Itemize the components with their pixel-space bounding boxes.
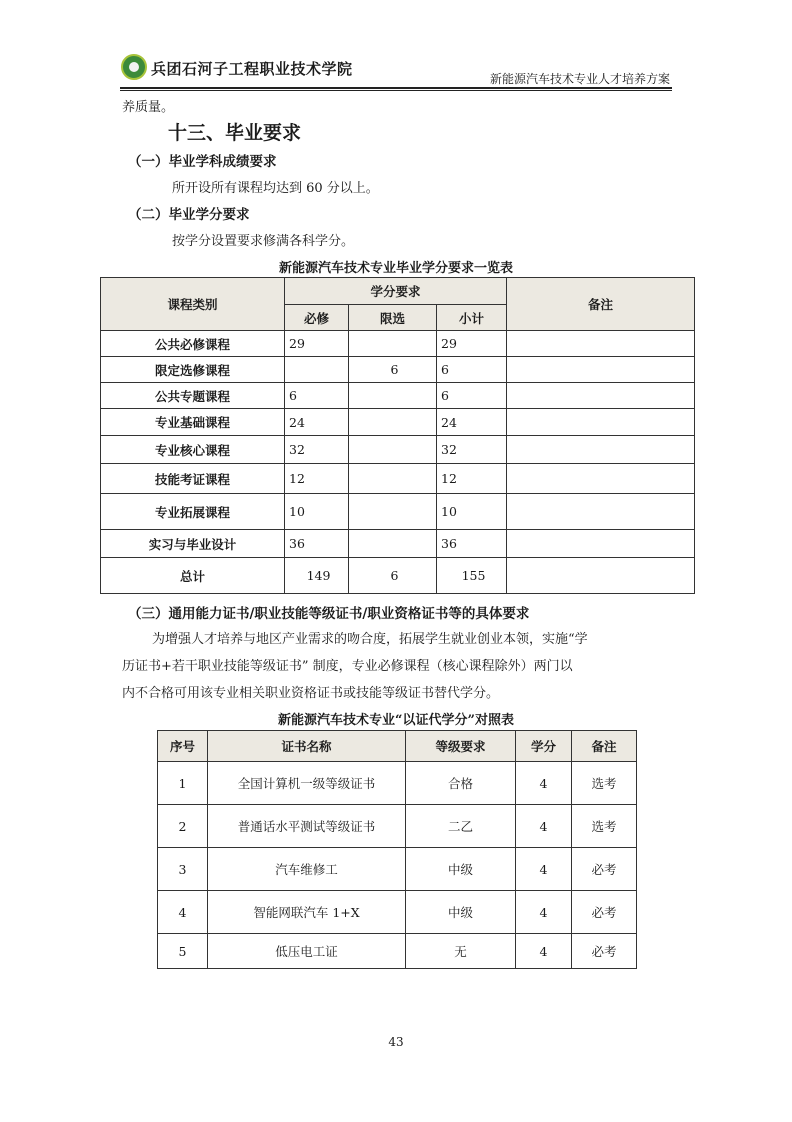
cell-credit: 4	[516, 891, 572, 934]
cell-remark	[507, 436, 695, 464]
table-row	[158, 805, 637, 848]
table-row	[101, 383, 695, 409]
cell-limited	[349, 436, 437, 464]
cell-remark	[507, 331, 695, 357]
cell-remark	[507, 530, 695, 558]
paragraph-line-2: 历证书+若干职业技能等级证书” 制度，专业必修课程（核心课程除外）两门以	[122, 659, 573, 674]
cell-subtotal: 36	[437, 530, 507, 558]
header-certificate-name: 证书名称	[208, 731, 406, 762]
cell-required: 149	[285, 558, 349, 594]
subsection-heading-3: （三）通用能力证书/职业技能等级证书/职业资格证书等的具体要求	[128, 606, 530, 622]
cell-number: 5	[158, 934, 208, 969]
header-rule-thin	[120, 90, 672, 91]
table-row-total	[101, 558, 695, 594]
cell-limited: 6	[349, 357, 437, 383]
header-remark: 备注	[572, 731, 637, 762]
header-required: 必修	[285, 305, 349, 331]
cell-remark	[507, 357, 695, 383]
cell-remark: 选考	[572, 762, 637, 805]
header-credit: 学分	[516, 731, 572, 762]
cell-subtotal: 12	[437, 464, 507, 494]
cell-certificate-name: 汽车维修工	[208, 848, 406, 891]
cell-level: 中级	[406, 891, 516, 934]
cell-certificate-name: 低压电工证	[208, 934, 406, 969]
cell-category: 专业基础课程	[101, 409, 285, 436]
cell-number: 1	[158, 762, 208, 805]
cell-level: 合格	[406, 762, 516, 805]
cell-remark	[507, 383, 695, 409]
cell-limited: 6	[349, 558, 437, 594]
table-row	[158, 848, 637, 891]
table-row	[158, 891, 637, 934]
table-row	[101, 464, 695, 494]
cell-required: 6	[285, 383, 349, 409]
cell-remark: 必考	[572, 848, 637, 891]
cell-remark: 选考	[572, 805, 637, 848]
cell-subtotal: 6	[437, 357, 507, 383]
page-number: 43	[388, 1035, 404, 1049]
table-row	[158, 934, 637, 969]
table-row	[101, 331, 695, 357]
header-subtotal: 小计	[437, 305, 507, 331]
table-row	[101, 409, 695, 436]
cell-subtotal: 155	[437, 558, 507, 594]
header-limited-elective: 限选	[349, 305, 437, 331]
cell-required: 36	[285, 530, 349, 558]
cell-category: 实习与毕业设计	[101, 530, 285, 558]
cell-certificate-name: 普通话水平测试等级证书	[208, 805, 406, 848]
certificate-credit-table	[157, 730, 637, 969]
header-course-category: 课程类别	[101, 278, 285, 331]
table-row	[101, 494, 695, 530]
header-level: 等级要求	[406, 731, 516, 762]
cell-certificate-name: 智能网联汽车 1+X	[208, 891, 406, 934]
cell-remark: 必考	[572, 934, 637, 969]
subsection-heading-1: （一）毕业学科成绩要求	[128, 154, 277, 170]
cell-subtotal: 29	[437, 331, 507, 357]
cell-required: 10	[285, 494, 349, 530]
cell-category: 专业拓展课程	[101, 494, 285, 530]
subsection-text-1: 所开设所有课程均达到 60 分以上。	[172, 181, 379, 196]
table2-caption: 新能源汽车技术专业“以证代学分”对照表	[278, 713, 514, 728]
cell-category: 专业核心课程	[101, 436, 285, 464]
cell-limited	[349, 409, 437, 436]
table-row	[158, 762, 637, 805]
subsection-text-2: 按学分设置要求修满各科学分。	[172, 234, 355, 249]
credit-requirements-table	[100, 277, 695, 594]
cell-required: 12	[285, 464, 349, 494]
paragraph-line-1: 为增强人才培养与地区产业需求的吻合度，拓展学生就业创业本领，实施“学	[152, 632, 588, 647]
cell-subtotal: 24	[437, 409, 507, 436]
cell-remark	[507, 464, 695, 494]
cell-number: 3	[158, 848, 208, 891]
cell-limited	[349, 530, 437, 558]
cell-number: 4	[158, 891, 208, 934]
cell-remark	[507, 409, 695, 436]
cell-required: 24	[285, 409, 349, 436]
cell-certificate-name: 全国计算机一级等级证书	[208, 762, 406, 805]
cell-required: 29	[285, 331, 349, 357]
cell-credit: 4	[516, 848, 572, 891]
cell-category: 限定选修课程	[101, 357, 285, 383]
cell-subtotal: 6	[437, 383, 507, 409]
cell-subtotal: 32	[437, 436, 507, 464]
intro-tail-text: 养质量。	[122, 100, 175, 115]
cell-category: 公共专题课程	[101, 383, 285, 409]
section-title: 十三、毕业要求	[168, 122, 302, 144]
cell-level: 中级	[406, 848, 516, 891]
cell-remark	[507, 494, 695, 530]
cell-remark: 必考	[572, 891, 637, 934]
table1-caption: 新能源汽车技术专业毕业学分要求一览表	[278, 261, 513, 276]
cell-limited	[349, 494, 437, 530]
cell-subtotal: 10	[437, 494, 507, 530]
header-credit-requirement: 学分要求	[285, 278, 507, 305]
table-row	[101, 357, 695, 383]
school-name: 兵团石河子工程职业技术学院	[151, 60, 353, 78]
paragraph-line-3: 内不合格可用该专业相关职业资格证书或技能等级证书替代学分。	[122, 686, 500, 701]
cell-credit: 4	[516, 762, 572, 805]
table-row	[101, 436, 695, 464]
cell-required: 32	[285, 436, 349, 464]
cell-limited	[349, 331, 437, 357]
cell-credit: 4	[516, 805, 572, 848]
cell-remark	[507, 558, 695, 594]
cell-limited	[349, 383, 437, 409]
school-logo-icon	[121, 54, 147, 80]
cell-level: 二乙	[406, 805, 516, 848]
cell-number: 2	[158, 805, 208, 848]
header-remark: 备注	[507, 278, 695, 331]
subsection-heading-2: （二）毕业学分要求	[128, 207, 250, 223]
cell-credit: 4	[516, 934, 572, 969]
cell-category: 总计	[101, 558, 285, 594]
cell-required	[285, 357, 349, 383]
cell-level: 无	[406, 934, 516, 969]
header-number: 序号	[158, 731, 208, 762]
cell-category: 公共必修课程	[101, 331, 285, 357]
cell-category: 技能考证课程	[101, 464, 285, 494]
cell-limited	[349, 464, 437, 494]
header-rule	[120, 87, 672, 89]
document-title: 新能源汽车技术专业人才培养方案	[489, 72, 670, 86]
table-row	[101, 530, 695, 558]
